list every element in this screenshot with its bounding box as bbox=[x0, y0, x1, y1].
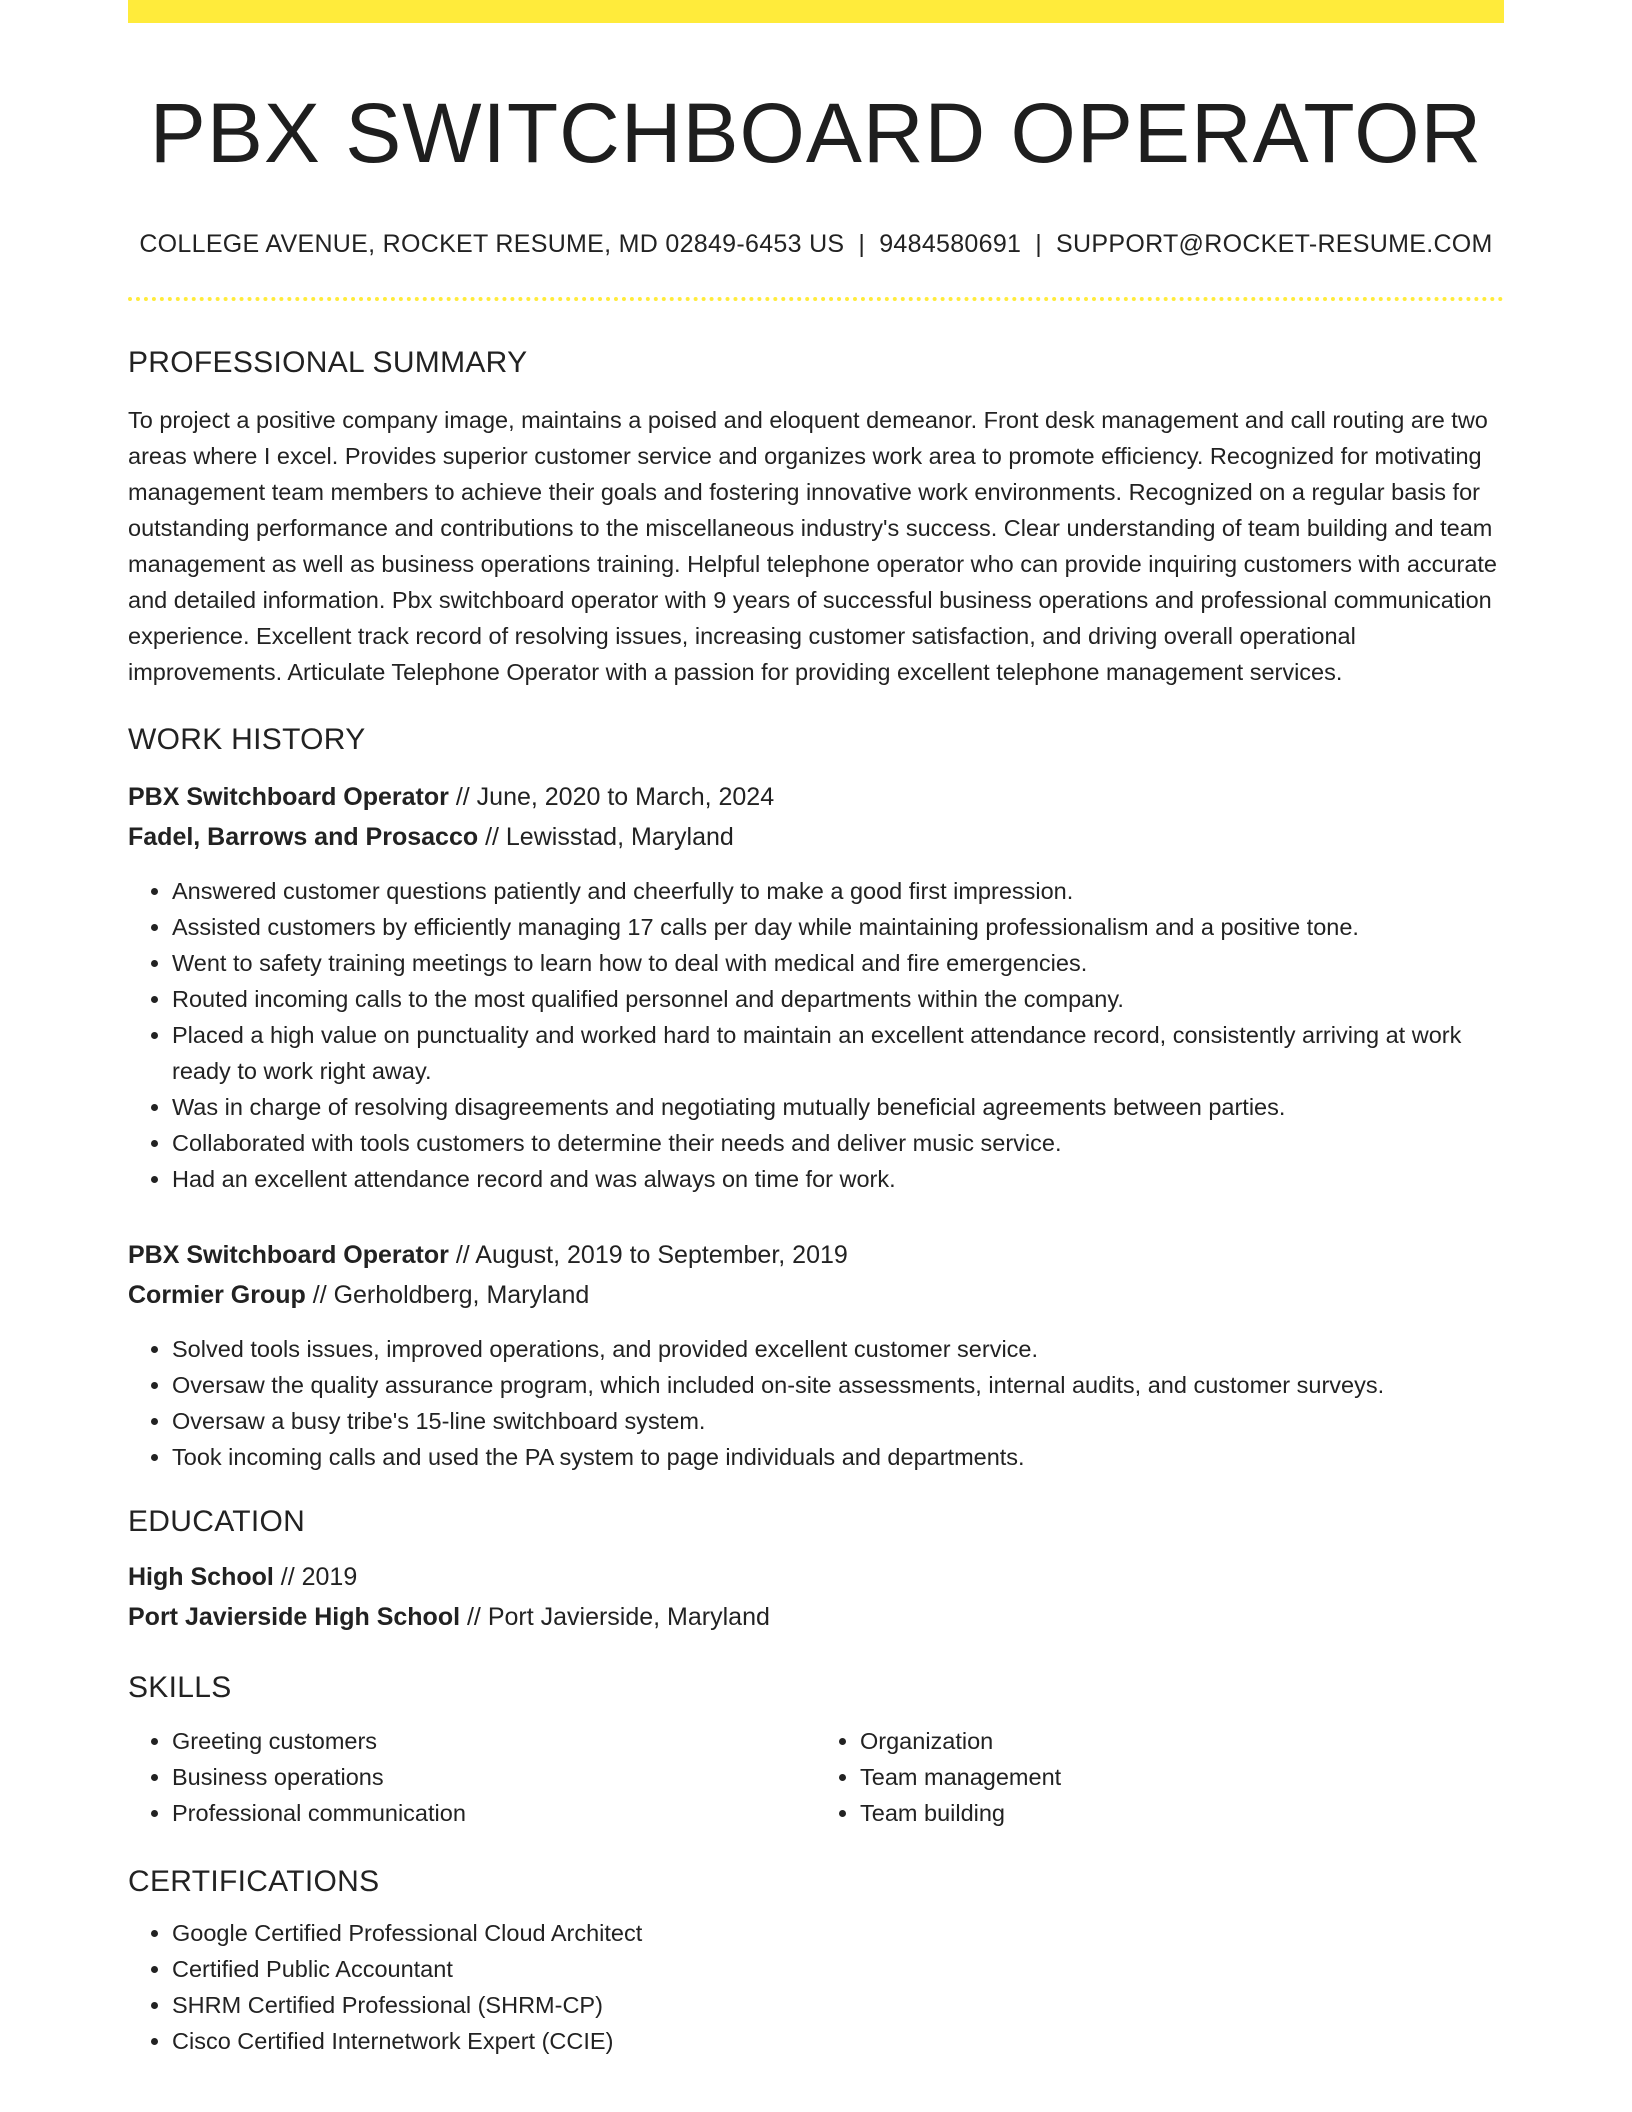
contact-separator: | bbox=[1035, 229, 1043, 258]
job-location: // Gerholdberg, Maryland bbox=[305, 1280, 590, 1309]
job-dates: // August, 2019 to September, 2019 bbox=[448, 1240, 848, 1269]
job-title-line bbox=[128, 1235, 1504, 1275]
work-history-section bbox=[128, 723, 1504, 1475]
skill-item: • Team management bbox=[860, 1759, 1504, 1795]
work-history-heading: WORK HISTORY bbox=[128, 722, 366, 756]
job-bullet: • Solved tools issues, improved operations, and provided excellent customer service. bbox=[172, 1331, 1504, 1367]
job-bullet: • Had an excellent attendance record and was always on time for work. bbox=[172, 1161, 1504, 1197]
job-company: Cormier Group bbox=[128, 1280, 306, 1309]
job-bullet: • Took incoming calls and used the PA system to page individuals and departments. bbox=[172, 1439, 1504, 1475]
job-bullet: • Was in charge of resolving disagreements and negotiating mutually beneficial agreements between parties. bbox=[172, 1089, 1504, 1125]
contact-separator: | bbox=[858, 229, 866, 258]
job-bullet: • Assisted customers by efficiently managing 17 calls per day while maintaining professionalism and a positive tone. bbox=[172, 909, 1504, 945]
resume-title: PBX SWITCHBOARD OPERATOR bbox=[149, 86, 1483, 180]
education-year: // 2019 bbox=[273, 1562, 358, 1591]
certifications-heading: CERTIFICATIONS bbox=[128, 1864, 380, 1898]
skills-list-right bbox=[816, 1723, 1504, 1831]
contact-line bbox=[128, 230, 1504, 259]
job-location: // Lewisstad, Maryland bbox=[478, 822, 734, 851]
job-title: PBX Switchboard Operator bbox=[128, 1240, 449, 1269]
top-accent-bar bbox=[128, 0, 1504, 23]
job-bullets bbox=[128, 873, 1504, 1197]
job-title: PBX Switchboard Operator bbox=[128, 782, 449, 811]
education-location: // Port Javierside, Maryland bbox=[460, 1602, 770, 1631]
skill-item: • Business operations bbox=[172, 1759, 816, 1795]
education-school-line bbox=[128, 1597, 1504, 1637]
job-bullet: • Answered customer questions patiently and cheerfully to make a good first impression. bbox=[172, 873, 1504, 909]
contact-address: COLLEGE AVENUE, ROCKET RESUME, MD 02849-6453 US bbox=[139, 229, 845, 258]
education-entry bbox=[128, 1557, 1504, 1637]
job-bullet: • Placed a high value on punctuality and worked hard to maintain an excellent attendance record, consistently arriving at work ready to work right away. bbox=[172, 1017, 1504, 1089]
skills-heading: SKILLS bbox=[128, 1670, 232, 1704]
summary-heading: PROFESSIONAL SUMMARY bbox=[128, 345, 528, 379]
job-bullet: • Routed incoming calls to the most qualified personnel and departments within the company. bbox=[172, 981, 1504, 1017]
job-dates: // June, 2020 to March, 2024 bbox=[448, 782, 775, 811]
certification-item: • SHRM Certified Professional (SHRM-CP) bbox=[172, 1987, 1504, 2023]
contact-phone[interactable]: 9484580691 bbox=[879, 229, 1022, 258]
job-bullet: • Oversaw a busy tribe's 15-line switchboard system. bbox=[172, 1403, 1504, 1439]
certifications-section bbox=[128, 1865, 1504, 2059]
certification-item: • Google Certified Professional Cloud Architect bbox=[172, 1915, 1504, 1951]
skill-item: • Professional communication bbox=[172, 1795, 816, 1831]
job-bullet: • Went to safety training meetings to learn how to deal with medical and fire emergencies. bbox=[172, 945, 1504, 981]
education-degree: High School bbox=[128, 1562, 274, 1591]
summary-section bbox=[128, 346, 1504, 690]
job-bullet: • Oversaw the quality assurance program, which included on-site assessments, internal audits, and customer surveys. bbox=[172, 1367, 1504, 1403]
skill-item: • Organization bbox=[860, 1723, 1504, 1759]
certification-item: • Certified Public Accountant bbox=[172, 1951, 1504, 1987]
job-company: Fadel, Barrows and Prosacco bbox=[128, 822, 479, 851]
job-company-line bbox=[128, 817, 1504, 857]
resume-page bbox=[128, 0, 1504, 2112]
dotted-divider bbox=[128, 297, 1504, 301]
education-degree-line bbox=[128, 1557, 1504, 1597]
summary-text: To project a positive company image, maintains a poised and eloquent demeanor. Front desk management and call routing are two areas where I excel. Provides superior customer service and organizes work area to promote efficiency. Recognized for motivating management team members to achieve their goals and fostering innovative work environments. Recognized on a regular basis for outstanding performance and contributions to the miscellaneous industry's success. Clear understanding of team building and team management as well as business operations training. Helpful telephone operator who can provide inquiring customers with accurate and detailed information. Pbx switchboard operator with 9 years of successful business operations and professional communication experience. Excellent track record of resolving issues, increasing customer satisfaction, and driving overall operational improvements. Articulate Telephone Operator with a passion for providing excellent telephone management services. bbox=[128, 406, 1497, 685]
job-company-line bbox=[128, 1275, 1504, 1315]
job-entry bbox=[128, 777, 1504, 1197]
job-entry bbox=[128, 1235, 1504, 1475]
skill-item: • Greeting customers bbox=[172, 1723, 816, 1759]
contact-email[interactable]: SUPPORT@ROCKET-RESUME.COM bbox=[1056, 229, 1493, 258]
certifications-list bbox=[128, 1915, 1504, 2059]
job-bullets bbox=[128, 1331, 1504, 1475]
job-bullet: • Collaborated with tools customers to determine their needs and deliver music service. bbox=[172, 1125, 1504, 1161]
skills-list-left bbox=[128, 1723, 816, 1831]
skill-item: • Team building bbox=[860, 1795, 1504, 1831]
skills-section bbox=[128, 1671, 1504, 1831]
education-school: Port Javierside High School bbox=[128, 1602, 461, 1631]
education-section bbox=[128, 1505, 1504, 1637]
certification-item: • Cisco Certified Internetwork Expert (CCIE) bbox=[172, 2023, 1504, 2059]
skills-grid bbox=[128, 1723, 1504, 1831]
education-heading: EDUCATION bbox=[128, 1504, 306, 1538]
job-title-line bbox=[128, 777, 1504, 817]
